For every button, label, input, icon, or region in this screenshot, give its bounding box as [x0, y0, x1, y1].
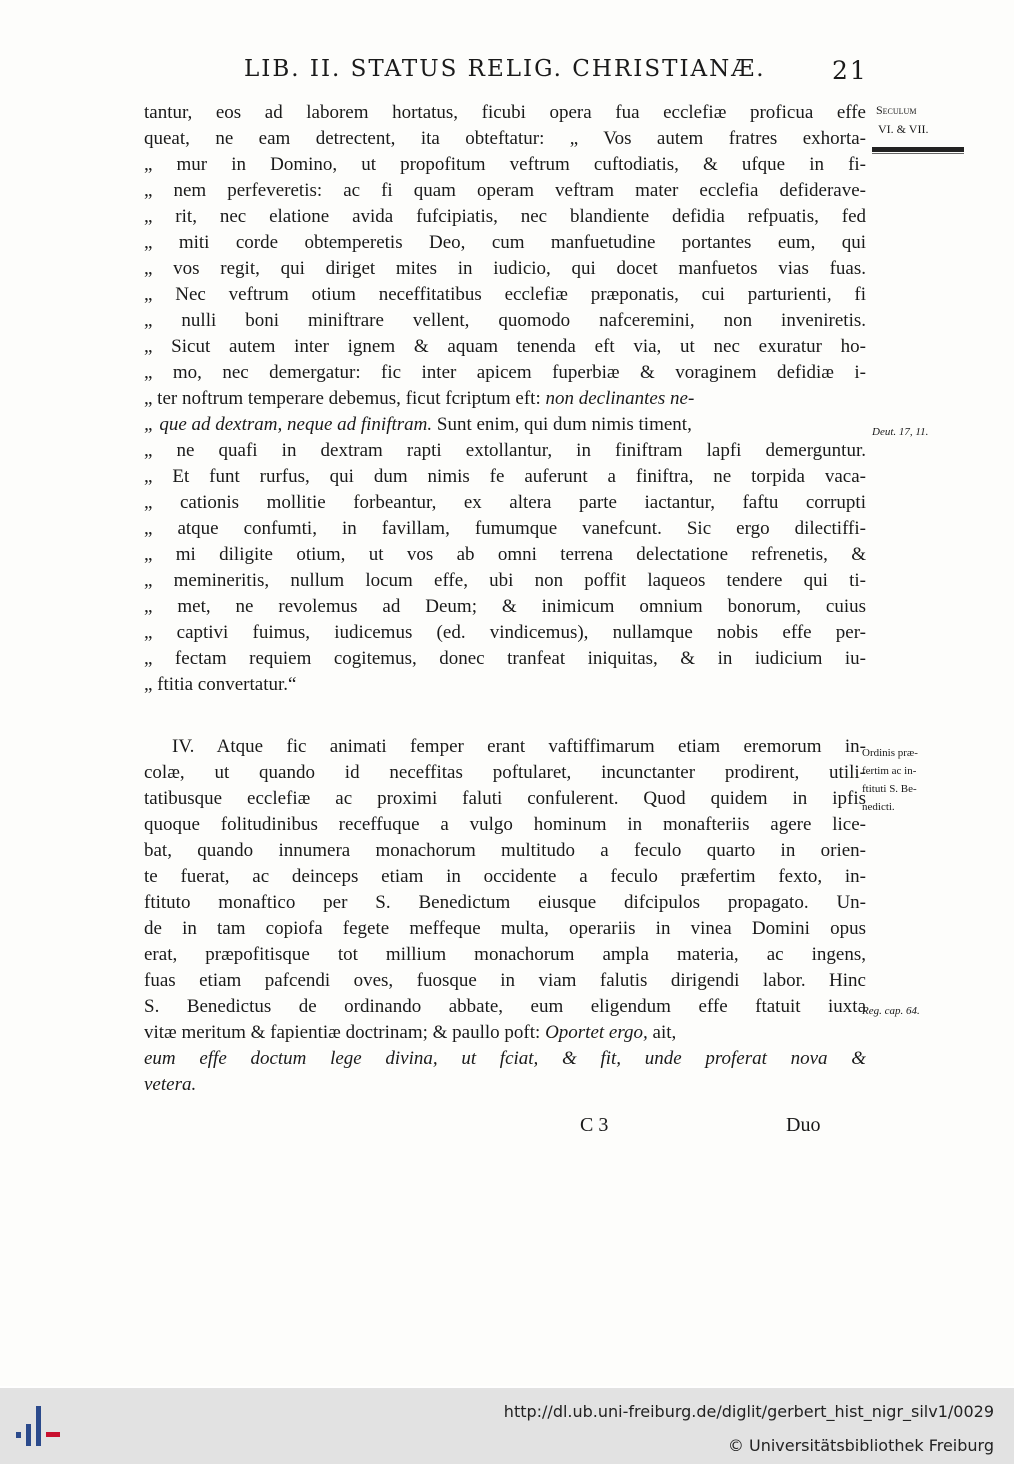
text-line: erat, præpofitisque tot millium monachorum ampla materia, ac ingens, [144, 944, 866, 965]
text-line-mixed: vitæ meritum & fapientiæ doctrinam; & paullo poft: Oportet ergo, ait, [144, 1022, 677, 1043]
text-line: tantur, eos ad laborem hortatus, ficubi opera fua ecclefiæ proficua effe [144, 102, 866, 123]
text-line: „ cationis mollitie forbeantur, ex altera parte iactantur, faftu corrupti [144, 492, 866, 513]
margin-note-ordinis-2: fertim ac in- [862, 765, 917, 777]
text-line: „ ftitia convertatur.“ [144, 674, 297, 695]
margin-note-ordinis-4: nedicti. [862, 801, 895, 813]
text-line: „ rit, nec elatione avida fufcipiatis, nec blandiente defidia refpuatis, fed [144, 206, 866, 227]
text-line: „ mi diligite otium, ut vos ab omni terrena delectatione refrenetis, & [144, 544, 866, 565]
margin-note-seculum: Seculum [876, 103, 917, 117]
text-line: fuas etiam pafcendi oves, fuosque in viam falutis dirigendi labor. Hinc [144, 970, 866, 991]
text-line: colæ, ut quando id neceffitas poftularet, incunctanter prodirent, utili- [144, 762, 866, 783]
text-line: „ nem perfeveretis: ac fi quam operam veftram mater ecclefia defiderave- [144, 180, 866, 201]
viewer-footer [0, 1388, 1014, 1464]
text-line: S. Benedictus de ordinando abbate, eum eligendum effe ftatuit iuxta [144, 996, 866, 1017]
paragraph-start: IV. Atque fic animati femper erant vaftiffimarum etiam eremorum in- [172, 736, 866, 757]
copyright-notice: © Universitätsbibliothek Freiburg [727, 1436, 994, 1455]
text-line: „ met, ne revolemus ad Deum; & inimicum omnium bonorum, cuius [144, 596, 866, 617]
permalink-url[interactable]: http://dl.ub.uni-freiburg.de/diglit/gerbert_hist_nigr_silv1/0029 [503, 1402, 994, 1421]
margin-note-reg: Reg. cap. 64. [862, 1005, 920, 1017]
text-line: te fuerat, ac deinceps etiam in occidente a feculo præfertim fexto, in- [144, 866, 866, 887]
signature-mark: C 3 [580, 1114, 609, 1136]
text-line: „ mur in Domino, ut propofitum veftrum cuftodiatis, & ufque in fi- [144, 154, 866, 175]
text-line-mixed: „ que ad dextram, neque ad finiftram. Sunt enim, qui dum nimis timent, [144, 414, 692, 435]
text-line: „ Sicut autem inter ignem & aquam tenenda eft via, ut nec exuratur ho- [144, 336, 866, 357]
margin-note-ordinis-3: ftituti S. Be- [862, 783, 917, 795]
margin-rule-thin [872, 153, 964, 154]
scripture-quote: „ que ad dextram, neque ad finiftram. [144, 414, 433, 435]
text-line: de in tam copiofa fegete meffeque multa, operariis in vinea Domini opus [144, 918, 866, 939]
text-line-italic: eum effe doctum lege divina, ut fciat, & fit, unde proferat nova & [144, 1048, 866, 1069]
text-line: „ Nec veftrum otium neceffitatibus ecclefiæ præponatis, cui parturienti, fi [144, 284, 866, 305]
text-line: bat, quando innumera monachorum multitudo a feculo quarto in orien- [144, 840, 866, 861]
text-line: „ Et funt rurfus, qui dum nimis fe auferunt a finiftra, ne torpida vaca- [144, 466, 866, 487]
text-line: ftituto monaftico per S. Benedictum eiusque difcipulos propagato. Un- [144, 892, 866, 913]
text-line: queat, ne eam detrectent, ita obteftatur: „ Vos autem fratres exhorta- [144, 128, 866, 149]
text-line: „ mo, nec demergatur: fic inter apicem fuperbiæ & voraginem defidiæ i- [144, 362, 866, 383]
running-header: LIB. II. STATUS RELIG. CHRISTIANÆ. [244, 56, 766, 82]
margin-note-ordinis-1: Ordinis præ- [862, 747, 918, 759]
text-line: „ ne quafi in dextram rapti extollantur, in finiftram lapfi demerguntur. [144, 440, 866, 461]
text-line: „ nulli boni miniftrare vellent, quomodo nafceremini, non inveniretis. [144, 310, 866, 331]
text-line-italic: vetera. [144, 1074, 197, 1095]
text-line: „ atque confumti, in favillam, fumumque vanefcunt. Sic ergo dilectiffi- [144, 518, 866, 539]
text-line: „ fectam requiem cogitemus, donec tranfeat iniquitas, & in iudicium iu- [144, 648, 866, 669]
ub-freiburg-logo-icon [12, 1402, 64, 1448]
text-line: „ miti corde obtemperetis Deo, cum manfuetudine portantes eum, qui [144, 232, 866, 253]
text-line: tatibusque ecclefiæ ac proximi faluti confulerent. Quod quidem in ipfis [144, 788, 866, 809]
text-line: „ captivi fuimus, iudicemus (ed. vindicemus), nullamque nobis effe per- [144, 622, 866, 643]
scripture-quote: non declinantes ne- [545, 388, 695, 409]
catchword: Duo [786, 1114, 821, 1136]
margin-note-century: VI. & VII. [878, 122, 929, 136]
text-line: „ vos regit, qui diriget mites in iudicio, qui docet manfuetos vias fuas. [144, 258, 866, 279]
page-number: 21 [832, 56, 868, 85]
text-line-mixed: „ ter noftrum temperare debemus, ficut fcriptum eft: non declinantes ne- [144, 388, 695, 409]
margin-note-deut: Deut. 17, 11. [872, 426, 929, 438]
margin-rule [872, 147, 964, 152]
text-line: „ memineritis, nullum locum effe, ubi non poffit laqueos tendere qui ti- [144, 570, 866, 591]
text-line: quoque folitudinibus receffuque a vulgo hominum in monafteriis agere lice- [144, 814, 866, 835]
